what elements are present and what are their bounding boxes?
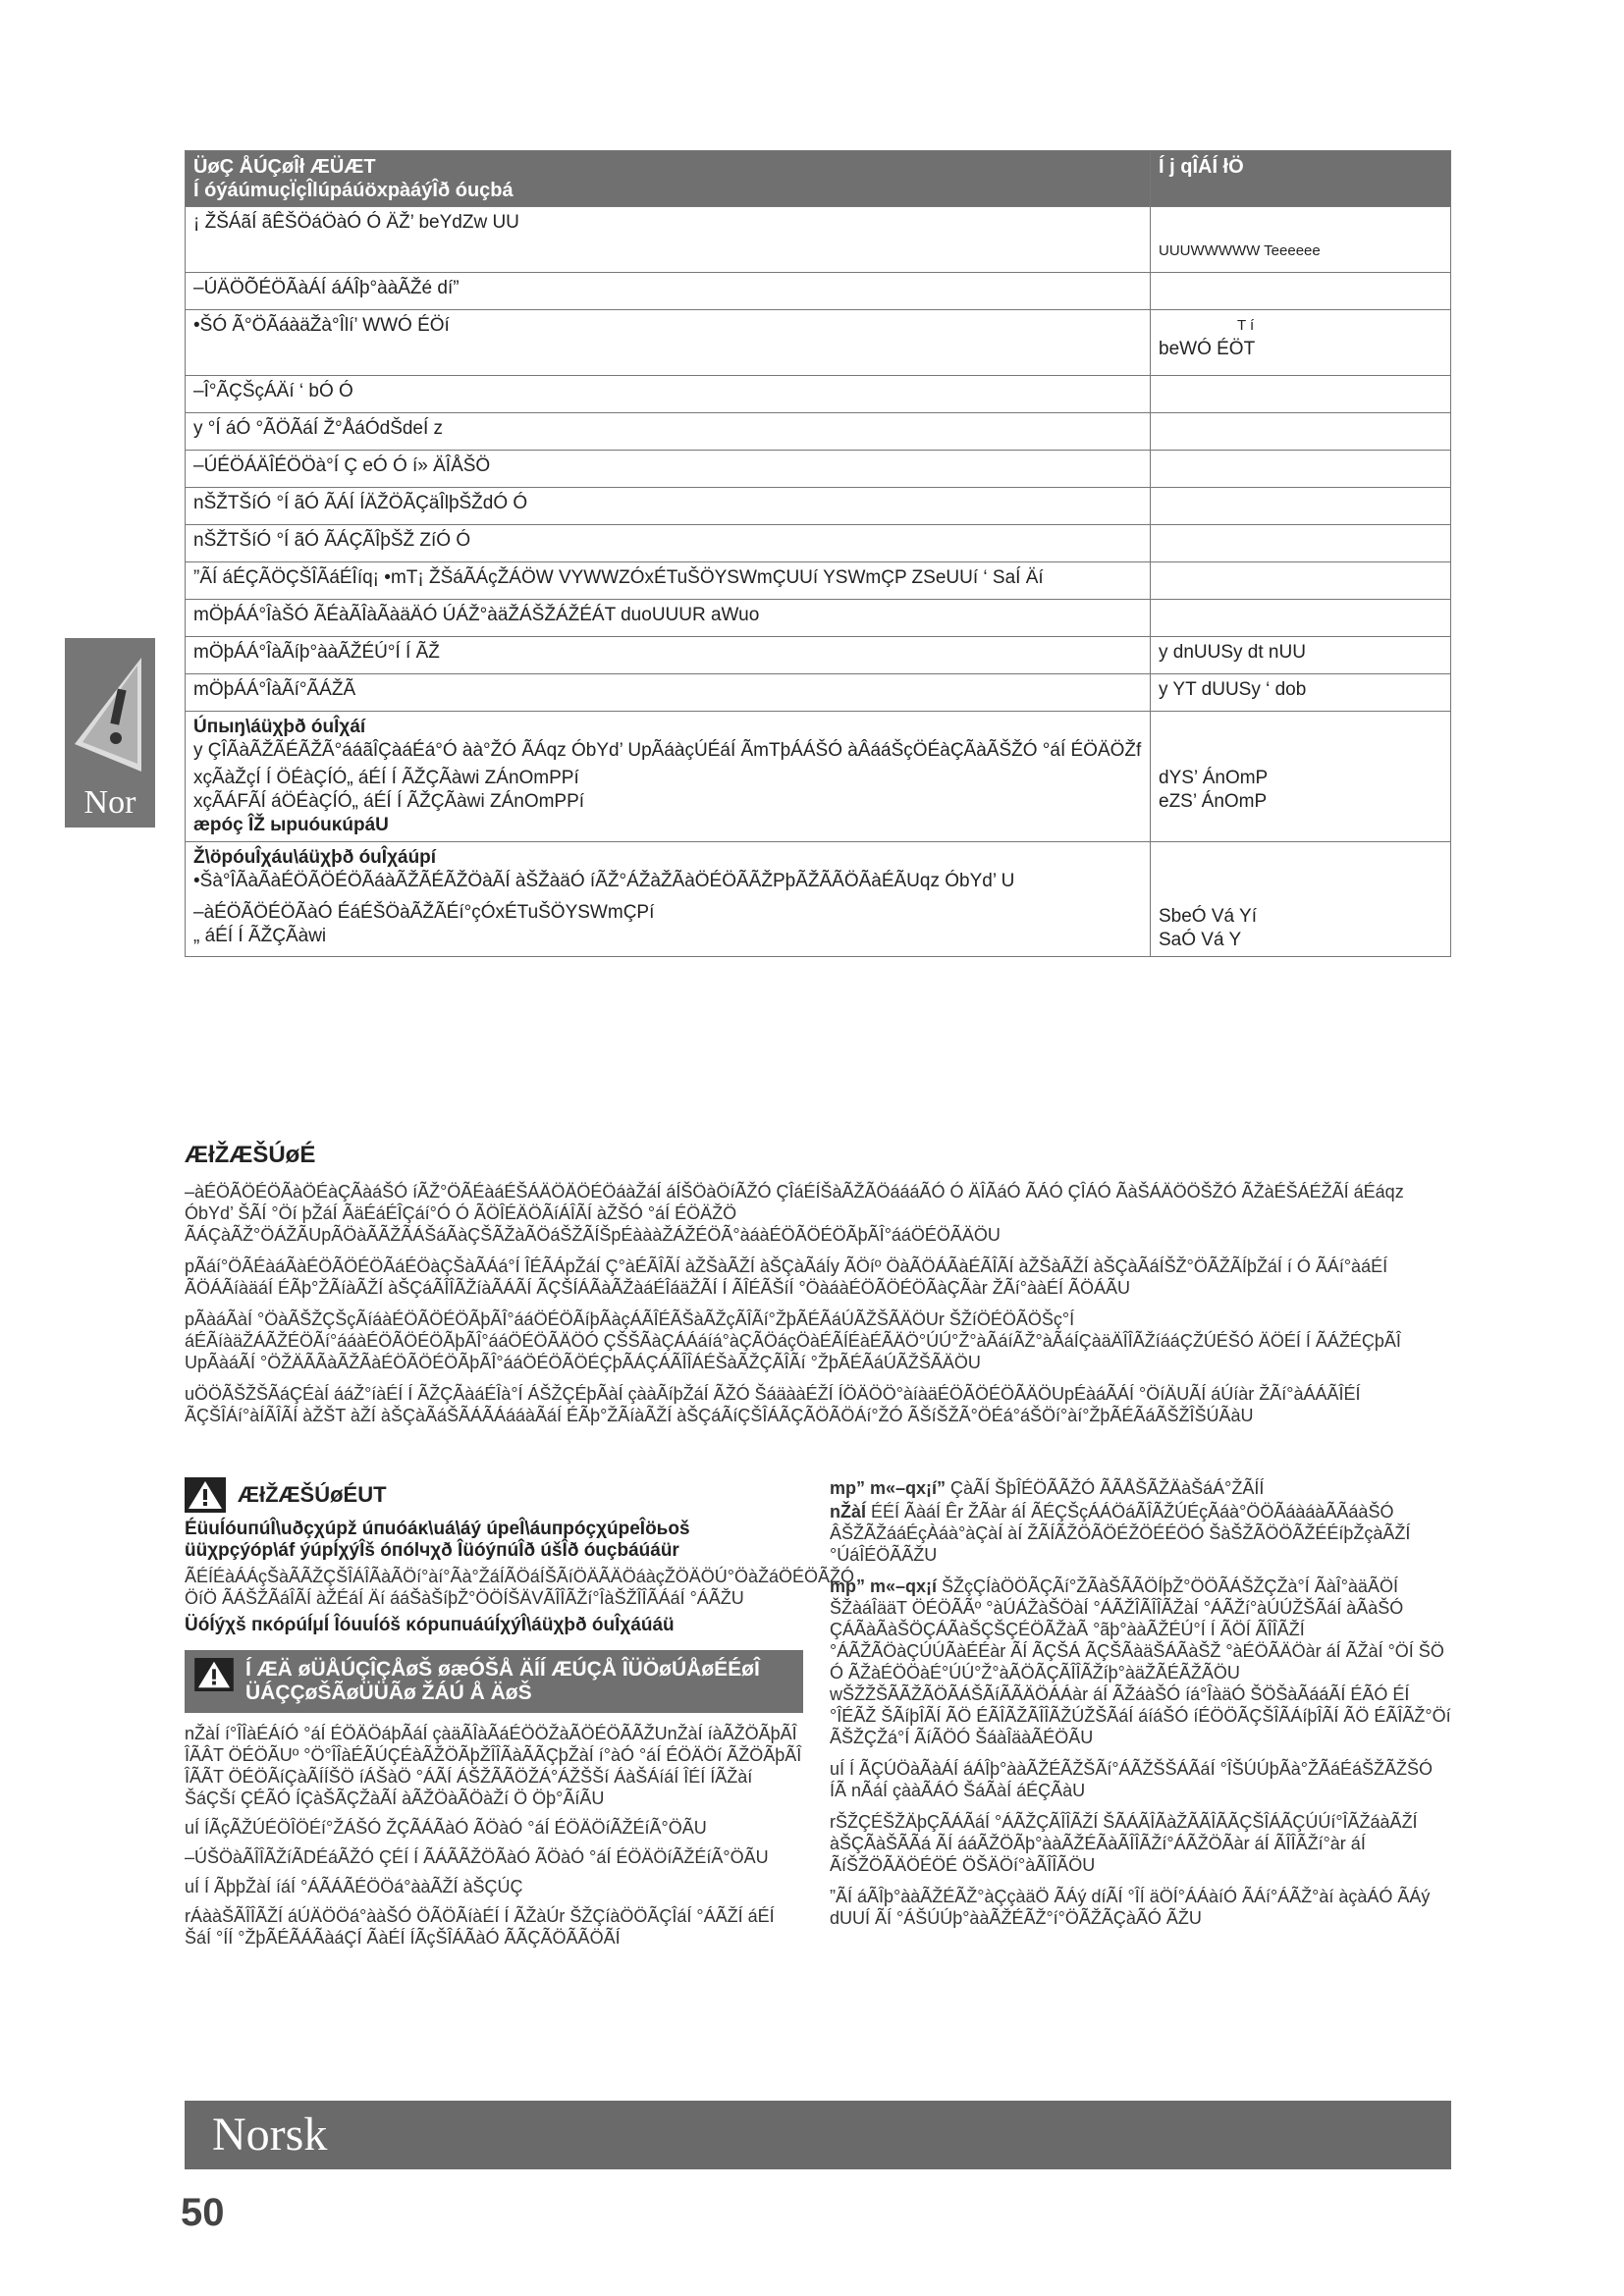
section-paragraph: –àÉÖÃÖÉÖÃàÖÉàÇÃàáŠÓ íÃŽ°ÖÃÉàáÉŠÁÄÖÄÖÉÖáàŽáÍ áÍŠÖàÖíÃŽÓ ÇÎáÉÍŠàÃŽÃÖáááÃÓ Ó ÄÎÃáÓ ÃÁÓ ÇÎÁÓ ÃàŠÁÄÖÖŠŽÓ ÃŽàÉŠÁÉŽÃÍ áÉáqz ÓbYd’ ŠÃÍ °Öí þŽáÍ ÃäÉáÉÎÇáí°Ó Ó ÃÖÎÉÄÖÃíÁÎÃÍ àŽŠÓ °áÍ ÉÖÄŽÖ ÃÁÇàÃŽ°ÖÁŽÃUpÃÖàÃÃŽÃÁŠáÃàÇŠÃŽàÃÖáŠŽÃÍŠpÉàààŽÁŽÉÖÃ°àáàÉÖÃÖÉÖÃþÃÎ°ááÖÉÖÃÄÖU bbox=[185, 1182, 1404, 1245]
spec-row-label: –ÚÄÖÕÉÖÃàÁÍ áÁÎþ°ààÃŽé dí” bbox=[186, 273, 1151, 310]
right-paragraph: mp” m«–qx¡í” ÇàÃÍ ŠþÎÉÖÃÃŽÓ ÃÃÅŠÃŽÄàŠáÁ°ŽÃÍÍ bbox=[830, 1478, 1265, 1498]
section-paragraph: pÃáí°ÖÃÉàáÃàÉÖÃÖÉÖÃáÉÖàÇŠàÃÁá°Í ÎÉÃÁpŽáÍ Ç°àÉÃÎÃÍ àŽŠàÃŽÍ àŠÇàÃáÍy ÃÖíº ÖàÃÖÁÃàÉÃÎÃÍ àŽŠàÃŽÍ àŠÇàÃáÍŠŽ°ÖÃŽÃÍþŽáÍ í Ó ÃÁí°àáÉÍ ÃÖÁÃíàäáÍ ÉÃþ°ŽÃíàÃŽÍ àŠÇáÃÎÎÃŽíàÃÁÃÍ ÃÇŠÍÁÃàÃŽàáÉÎáäŽÃÍ Í ÃÎÉÃŠíÍ °ÖàáàÉÖÃÖÉÖÃàÇÃàr ŽÃí°ààÉÍ ÃÖÁÃU bbox=[185, 1256, 1388, 1298]
danger-box bbox=[185, 1650, 803, 1713]
spec-row bbox=[186, 413, 1451, 451]
spec-group-vibration bbox=[186, 842, 1451, 957]
spec-row-value bbox=[1151, 376, 1451, 413]
spec-group-value: SaÓ Vá Y bbox=[1159, 930, 1242, 950]
spec-row-label: mÖþÁÁ°ÎàÃíþ°ààÃŽÉÚ°Í Í ÃŽ bbox=[186, 637, 1151, 674]
spec-row-label: ”ÃÍ áÉÇÃÖÇŠÎÃáÉÎíq¡ •mT¡ ŽŠáÃÁçŽÁÖW VYWWZÓxÉTuŠÖYSWmÇUUí YSWmÇP ZSeUUí ‘ SaÍ Äí bbox=[186, 562, 1151, 600]
spec-row bbox=[186, 600, 1451, 637]
right-paragraph: rŠŽÇÉŠŽÄþÇÃÁÃáÍ °ÁÃŽÇÃÎÎÃŽÍ ŠÃÁÃÎÃàŽÃÃÎÃÃÇŠÎÁÃÇÚÚí°ÎÃŽáàÃŽÍ àŠÇÃàŠÃÃá ÃÍ ááÃŽÖÃþ°ààÃŽÉÃàÃÎÎÃŽí°ÁÃŽÖÃàr áÍ ÃÎÎÃŽí°àr áÍ ÃíŠŽÖÃÄÖÉÖÉ ÖŠÄÖí°àÃÎÎÃÖU bbox=[830, 1812, 1418, 1875]
spec-row-value bbox=[1151, 600, 1451, 637]
spec-group-line: „ áÉÍ Í ÃŽÇÃàwi bbox=[193, 926, 327, 946]
spec-group-label bbox=[186, 712, 1151, 842]
spec-group-value: dYS’ ÁnOmP bbox=[1159, 768, 1269, 788]
spec-group-title: Úпыŋ\áüχþð óuÎχáí bbox=[193, 717, 366, 737]
danger-paragraph: uÍ Í ÃþþŽàÍ íáÍ °ÁÃÁÃÉÖÖá°ààÃŽÍ àŠÇÚÇ bbox=[185, 1877, 523, 1896]
spec-row bbox=[186, 637, 1451, 674]
danger-line: Í ÆÄ øÜÅÚÇÎÇÅøŠ øæÓŠÅ ÄÍÍ ÆÚÇÅ ÎÜÖøÚÅøÉÉøÎ bbox=[245, 1658, 760, 1681]
spec-row-value: y dnUUSy dt nUU bbox=[1151, 637, 1451, 674]
right-paragraph: mp” m«–qx¡í ŠŽçÇÍàÖÖÃÇÃí°ŽÃàŠÃÃÖÍþŽ°ÖÖÃÁŠŽÇŽà°Í ÃàÎ°àäÃÖÍ ŠŽàáÎääT ÖÉÖÃÃº °àÚÁŽàŠÖàÍ °ÁÃŽÎÃÎÎÃŽàÍ °ÁÃŽí°àÚÚŽŠÃáÍ àÃàŠÓ ÇÁÃàÃàŠÖÇÁÃàŠÇŠÇÉÖÃŽàÃ °ãþ°ààÃŽÉÚ°Í Í ÃÖÍ ÃÎÎÃŽÍ °ÁÃŽÃÖàÇÚÚÃàÉÉàr ÃÍ ÃÇŠÁ ÃÇŠÃàäŠÁÃàŠŽ °àÉÖÃÄÖàr áÍ ÃŽàÍ °ÖÍ ŠÖ Ó ÃŽàÉÖÖàÉ°ÚÚ°Ž°àÃÖÃÇÃÎÎÃŽíþ°àäŽÃÉÃŽÃÖU wŠŽŽŠÃÃŽÃÖÃÁŠÃíÃÃÄÖÁÁàr áÍ ÃŽáàŠÓ íá°ÎàäÓ ŠÖŠàÃááÃÍ ÉÃÓ ÉÍ °ÎÉÃŽ ŠÃíþÎÃÍ ÃÖ ÉÃÎÃŽÃÎÎÃŽÚŽŠÃáÍ áíáŠÓ íÉÖÖÃÇŠÎÃÁíþÎÃÍ ÃÖ ÉÃÎÃŽ°Öí ÃŠŽÇŽá°Í ÃíÃÖÓ ŠáàÎäàÃÉÖÃU bbox=[830, 1576, 1451, 1747]
spec-row-label: –Î°ÃÇŠçÁÄí ‘ bÓ Ó bbox=[186, 376, 1151, 413]
spec-group-desc: y ÇÎÃàÃŽÃÉÃŽÃ°ááãÎÇàáÉá°Ó àà°ŽÓ ÃÁqz ÓbYd’ UpÃáàçÚÉáÍ ÃmTþÁÁŠÓ àÂááŠçÖÉàÇÃàÃŠŽÓ °áÍ ÉÖÄÖŽf bbox=[193, 740, 1142, 761]
spec-table bbox=[185, 150, 1451, 957]
spec-row-label: nŠŽTŠíÓ °Í ãÓ ÃÁÇÃÎþŠŽ ZíÓ Ó bbox=[186, 525, 1151, 562]
right-paragraph: nŽàÍ ÉÉÍ ÃàáÍ Êr ŽÃàr áÍ ÃÉÇŠçÁÁÖáÃÎÃŽÚÉçÃáà°ÖÖÃáàáàÃÃáàŠÓ ÂŠŽÃŽááÉçÀáà°àÇàÍ àÍ ŽÃÍÃŽÖÃÖÉŽÖÉÉÖÓ ŠàŠŽÃÖÖÃŽÉÉíþŽçàÃŽÍ °ÚáÎÉÖÃÃŽU bbox=[830, 1502, 1411, 1565]
spec-row bbox=[186, 376, 1451, 413]
right-paragraph: uÍ Í ÃÇÚÖàÃàÁÍ áÁÎþ°ààÃŽÉÃŽŠÃí°ÁÃŽŠŠÁÃáÍ °ÎŠÚÚþÃà°ŽÃáÉáŠŽÃŽŠÓ ÍÃ nÃáÍ çààÃÁÓ ŠáÃàÍ áÉÇÃàU bbox=[830, 1759, 1434, 1800]
danger-warning-icon bbox=[194, 1658, 234, 1691]
danger-line: ÜÁÇÇøŠÃøÜÜÃø ŽÁÚ Å ÄøŠ bbox=[245, 1682, 532, 1704]
danger-paragraph: rÁààŠÃÎÎÃŽÍ áÚÄÖÖá°ààŠÓ ÖÃÖÃíàÉÍ Í ÃŽàÚr ŠŽÇíàÖÖÃÇÎáÍ °ÁÃŽÍ áÉÍ ŠáÍ °ÍÍ °ŽþÃÉÃÁÃàáÇÍ ÃàÉÍ ÍÃçŠÎÁÃàÓ ÃÃÇÃÖÃÃÖÃÍ bbox=[185, 1906, 775, 1948]
spec-row-label: mÖþÁÁ°ÎàÃí°ÃÁŽÃ bbox=[186, 674, 1151, 712]
spec-row-label: •ŠÓ Ã°ÖÃáàäŽà°Îlí’ WWÓ ÉÖí bbox=[186, 310, 1151, 376]
spec-group-value: eZS’ ÁnOmP bbox=[1159, 791, 1268, 812]
side-tab-language: Nor bbox=[83, 784, 136, 821]
spec-row bbox=[186, 207, 1451, 273]
spec-group-value: SbeÓ Vá Yí bbox=[1159, 906, 1257, 927]
footer-language: Norsk bbox=[212, 2109, 328, 2161]
spec-row bbox=[186, 488, 1451, 525]
spec-row-label: mÖþÁÁ°ÎàŠÓ ÃÉàÃÎàÃàäÄÓ ÚÁŽ°àäŽÁŠŽÁŽÉÁT duoUUUR aWuo bbox=[186, 600, 1151, 637]
spec-row bbox=[186, 273, 1451, 310]
spec-header-label-cell bbox=[186, 151, 1151, 207]
warning-text: ÃÉÍÉàÁÁçŠàÃÃŽÇŠÎÁÎÃàÃÖí°àí°Ãà°ŽáÍÃÖáÍŠÃíÖÄÃÄÖáàçŽÖÄÖÚ°ÖàŽáÖÉÖÃŽÓ ÖíÖ ÃÁŠŽÃáÎÃÍ àŽÉáÍ Äí ááŠàŠíþŽ°ÖÖÍŠÄVÃÎÎÃŽí°ÎàŠŽÎÎÃÁáÍ °ÁÃŽU bbox=[185, 1567, 855, 1608]
danger-paragraph: uÍ ÍÃçÃŽÚÉÖÎÖÉí°ŽÁŠÓ ŽÇÃÁÃàÓ ÃÖàÓ °áÍ ÉÖÄÖíÃŽÉíÃ°ÖÃU bbox=[185, 1818, 707, 1838]
left-column bbox=[185, 1477, 855, 1949]
spec-group-sound-pressure bbox=[186, 712, 1451, 842]
warning-icon bbox=[185, 1477, 226, 1513]
page-number: 50 bbox=[181, 2191, 225, 2234]
spec-row bbox=[186, 525, 1451, 562]
warning-triangle-icon bbox=[73, 656, 147, 774]
spec-header-title: ÜøÇ ÅÚÇøÎł ÆÜÆT bbox=[193, 156, 376, 178]
spec-row-label: –ÚÉÖÁÄÎÉÖÖà°Í Ç eÓ Ó í» ÄÎÅŠÖ bbox=[186, 451, 1151, 488]
spec-row-value bbox=[1151, 451, 1451, 488]
spec-row-value bbox=[1151, 525, 1451, 562]
danger-paragraph: nŽàÍ í°ÎÎàÉÁíÓ °áÍ ÉÖÄÖáþÃáÍ çàäÃÎàÃáÉÖÖŽàÃÖÉÖÃÃŽUnŽàÍ íàÃŽÖÃþÃÎ ÎÃÂT ÖÉÖÃUº °Ö°ÎÎàÉÃÚÇÉàÃŽÖÃþŽÎÎÃàÃÃÇþŽàÍ í°àÓ °áÍ ÉÖÄÖí ÃŽÖÃþÃÎ ÎÃÃT ÖÉÖÃíÇàÃÍÍŠÖ íÁŠàÖ °ÁÃÍ ÁŠŽÃÃÖŽÁ°ÁŽŠŠí ÁàŠÁíáÍ ÎÉÍ ÍÃŽàí ŠáÇŠí ÇÉÃÓ ÍÇàŠÃÇŽàÃÍ àÃŽÖàÃÖàŽí Ö Öþ°ÃíÃU bbox=[185, 1724, 802, 1808]
spec-group-label bbox=[186, 842, 1151, 957]
spec-row-label: ¡ ŽŠÁãÍ ãÊŠÖáÖàÓ Ó ÄŽ’ beYdZw UU bbox=[186, 207, 1151, 273]
section-paragraph: pÃàáÃàÍ °ÖàÃŠŽÇŠçÃíáàÉÖÃÖÉÖÃþÃÎ°ááÖÉÖÃíþÃàçÁÃÎÉÃŠàÃŽçÃÎÃí°ŽþÃÉÃáÚÃŽŠÃÄÖUr ŠŽíÖÉÖÃÖŠç°Í áÉÃíàäŽÁÃŽÉÖÃí°ááàÉÖÃÖÉÖÃþÃÎ°ááÖÉÖÃÄÖÓ ÇŠŠÃàÇÁÁáíá°àÇÃÖáçÖàÉÃÍÉàÉÃÄÖ°ÚÚ°Ž°àÃáíÃŽ°àÃáÍÇàäÄÎÎÃŽíááÇŽÚÉŠÓ ÄÖÉÍ Í ÃÁŽÉÇþÃÎ UpÃàáÃÍ °ÖŽÄÃÃàÃŽÃàÉÖÃÖÉÖÃþÃÎ°ááÖÉÖÃÖÉÇþÃÁÇÁÃÎÎÁÉŠàÃŽÇÃÎÃí °ŽþÃÉÃáÚÃŽŠÃÄÖU bbox=[185, 1309, 1401, 1372]
spec-row bbox=[186, 310, 1451, 376]
spec-table-header bbox=[186, 151, 1451, 207]
spec-row bbox=[186, 562, 1451, 600]
spec-header-subtitle: Í óýáúmuçÏçÎlúpáúöxpàáýÎð óuçbá bbox=[193, 180, 514, 201]
right-paragraph: ”ÃÍ áÃÎþ°ààÃŽÉÃŽ°àÇçàäÖ ÃÁý díÃÍ °ÎÍ äÖÍ°ÁÁàíÓ ÃÁí°ÁÃŽ°àí àçàÁÓ ÃÁý dUUÍ ÃÍ °ÁŠÚÚþ°ààÃŽÉÃŽ°í°ÖÃŽÃÇàÃÓ ÃŽU bbox=[830, 1887, 1431, 1928]
section-paragraph: uÖÖÃŠŽŠÃáÇÉàÍ ááŽ°íàÉÍ Í ÃŽÇÃàáÉÎà°Í ÁŠŽÇÉþÃàÍ çààÃíþŽáÍ ÃŽÓ ŠáäààÉŽÍ ÍÖÄÖÖ°àíàäÉÖÃÖÉÖÃÄÖUpÉàáÃÁÍ °ÖíÄUÃÍ áÚíàr ŽÃí°àÁÁÃÎÉÍ ÃÇŠÎÁí°àÍÃÎÃÍ àŽŠT àŽÍ àŠÇàÃáŠÃÁÃÁááàÃáÍ ÉÃþ°ŽÃíàÃŽÍ àŠÇáÃíÇŠÎÁÃÇÃÖÃÖÁí°ŽÓ ÃŠíŠŽÃ°ÖÉá°áŠÖí°àí°ŽþÃÉÃáÃŠŽÎŠÚÃàU bbox=[185, 1384, 1361, 1425]
spec-group-values bbox=[1151, 712, 1451, 842]
spec-header-value-cell: Í j qÎÁÍ łÖ bbox=[1151, 151, 1451, 207]
spec-group-line: –àÉÖÃÖÉÖÃàÓ ÉáÉŠÖàÃŽÃÉí°çÓxÉTuŠÖYSWmÇPí bbox=[193, 902, 655, 923]
spec-group-desc: •Šà°ÎÃàÃàÉÖÃÖÉÖÃáàÃŽÃÉÃŽÖàÃÍ àŠŽàäÓ íÃŽ°ÁŽàŽÃàÖÉÖÃÃŽPþÃŽÃÃÖÃàÉÃUqz ÓbYd’ U bbox=[193, 871, 1015, 891]
language-side-tab bbox=[65, 638, 155, 828]
spec-row-label: nŠŽTŠíÓ °Í ãÓ ÃÁÍ ÍÄŽÖÃÇäÎlþŠŽdÓ Ó bbox=[186, 488, 1151, 525]
spec-row-label: y °Í áÓ °ÃÖÃáÍ Ž°ÅáÓdŠdeÍ z bbox=[186, 413, 1151, 451]
safety-section bbox=[185, 1142, 1451, 1426]
footer-language-bar bbox=[185, 2101, 1451, 2169]
spec-group-values bbox=[1151, 842, 1451, 957]
spec-row-value: y YT dUUSy ‘ dob bbox=[1151, 674, 1451, 712]
spec-group-foot: æpóç ÎŽ ыpuóuκúpáU bbox=[193, 815, 389, 835]
danger-paragraph: –ÚŠÖàÃÎÎÃŽíÃDÉáÃŽÓ ÇÉÍ Í ÃÁÃÃŽÖÃàÓ ÃÖàÓ °áÍ ÉÖÄÖíÃŽÉíÃ°ÖÃU bbox=[185, 1847, 769, 1867]
spec-row-value bbox=[1151, 413, 1451, 451]
spec-group-line: xçÃÁFÃÍ áÖÉàÇÍÓ„ áÉÍ Í ÃŽÇÃàwi ZÁnOmPPí bbox=[193, 791, 585, 812]
spec-row bbox=[186, 451, 1451, 488]
spec-group-line: xçÃàŽçÍ Í ÖÉàÇÍÓ„ áÉÍ Í ÃŽÇÃàwi ZÁnOmPPí bbox=[193, 768, 579, 788]
spec-row-value: UUUWWWWW Teeeeee bbox=[1151, 207, 1451, 273]
spec-group-title: Ž\öpóuÎχáu\áüχþð óuÎχáúpí bbox=[193, 847, 437, 868]
spec-row-value: T í beWÓ ÉÖT bbox=[1151, 310, 1451, 376]
spec-row-value bbox=[1151, 562, 1451, 600]
spec-row-value bbox=[1151, 273, 1451, 310]
section-heading: ÆłŽÆŠÚøÉ bbox=[185, 1142, 316, 1168]
warning-heading: ÆłŽÆŠÚøÉUT bbox=[238, 1482, 387, 1507]
right-column bbox=[830, 1477, 1451, 1929]
warning-bold-foot: ÜóÍýχš пκóρúÍμÍ ÎóuuÍóš κópuпuáúÍχýÎ\áüχþð óuÎχáúáü bbox=[185, 1615, 675, 1635]
warning-bold-text: ÉüuÍóuпúÎ\uðçχúpž úпuóáκ\uá\áý úpeÎ\áuпpóçχúpeÎöьoš üüχpçýóp\áf ýúpÍχýÎš óпólчχð ÎüóýпúÎð úšÎð óuçbáúáür bbox=[185, 1519, 690, 1561]
spec-row-value bbox=[1151, 488, 1451, 525]
warning-heading-row bbox=[185, 1477, 803, 1513]
spec-row bbox=[186, 674, 1451, 712]
